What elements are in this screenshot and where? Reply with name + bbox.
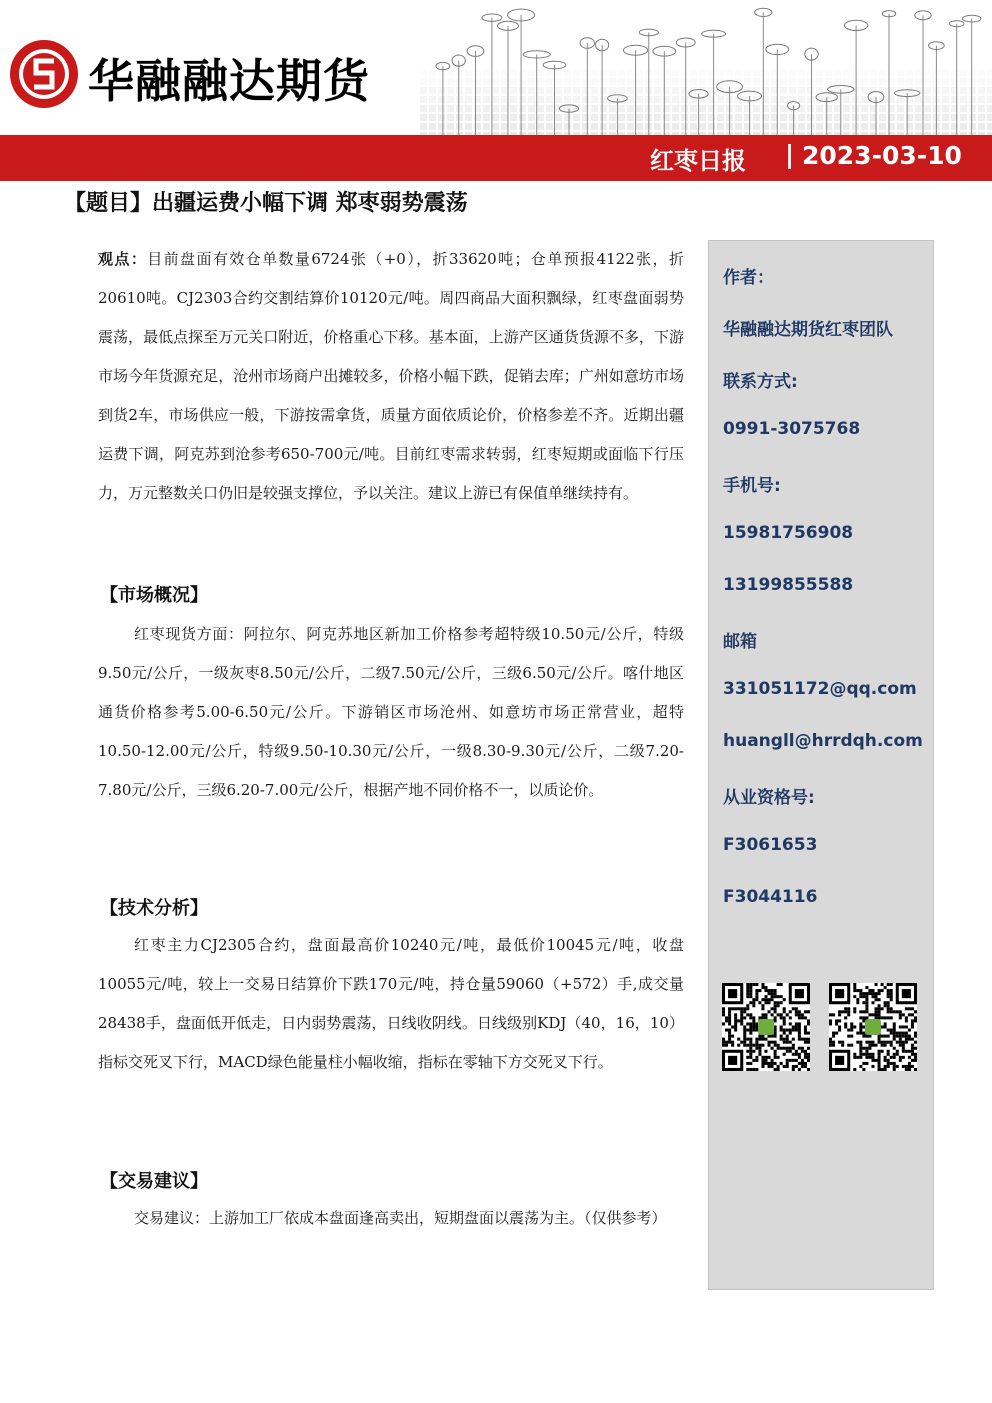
viewpoint-text: 目前盘面有效仓单数量6724张（+0），折33620吨；仓单预报4122张，折20610吨。CJ2303合约交割结算价10120元/吨。周四商品大面积飘绿，红枣盘面弱势震荡，最低点探至万元关口附近，价格重心下移。基本面，上游产区通货货源不多，下游市场今年货源充足，沧州市场商户出摊较多，价格小幅下跌，促销去库；广州如意坊市场到货2车，市场供应一般，下游按需拿货，质量方面依质论价，价格参差不齐。近期出疆运费下调，阿克苏到沧参考650-700元/吨。目前红枣需求转弱，红枣短期或面临下行压力，万元整数关口仍旧是较强支撑位，予以关注。建议上游已有保值单继续持有。: [98, 250, 684, 502]
viewpoint-paragraph: [98, 240, 684, 513]
report-header: [0, 0, 992, 135]
section-technical: [98, 926, 684, 1082]
viewpoint-block: [98, 240, 684, 513]
contact-label: 联系方式:: [723, 372, 798, 392]
email-2[interactable]: huangll@hrrdqh.com: [723, 731, 923, 751]
report-name: 红枣日报: [650, 147, 746, 175]
phone-number: 0991-3075768: [723, 419, 861, 439]
qr-code-icon: [722, 983, 810, 1071]
company-name: 华融融达期货: [88, 54, 370, 108]
email-1[interactable]: 331051172@qq.com: [723, 679, 917, 699]
report-date: 2023-03-10: [802, 141, 962, 170]
headline: 【题目】出疆运费小幅下调 郑枣弱势震荡: [64, 191, 468, 216]
decorative-lines-graphic: [420, 0, 992, 135]
mobile-number-2: 13199855588: [723, 575, 854, 595]
author-label: 作者：: [723, 268, 774, 288]
section-title-trading: 【交易建议】: [100, 1171, 208, 1192]
author-name: 华融融达期货红枣团队: [723, 320, 893, 340]
license-label: 从业资格号:: [723, 788, 815, 808]
license-number-2: F3044116: [723, 887, 818, 907]
trading-paragraph: 交易建议：上游加工厂依成本盘面逢高卖出，短期盘面以震荡为主。（仅供参考）: [134, 1209, 667, 1227]
mobile-number-1: 15981756908: [723, 523, 854, 543]
section-title-technical: 【技术分析】: [100, 898, 208, 919]
viewpoint-label: 观点：: [98, 250, 148, 268]
mobile-label: 手机号:: [723, 476, 781, 496]
qr-code-icon: [829, 983, 917, 1071]
technical-paragraph: 红枣主力CJ2305合约，盘面最高价10240元/吨，最低价10045元/吨，收盘10055元/吨，较上一交易日结算价下跌170元/吨，持仓量59060（+572）手,成交量28438手，盘面低开低走，日内弱势震荡，日线收阴线。日线级别KDJ（40，16，10）指标交死叉下行，MACD绿色能量柱小幅收缩，指标在零轴下方交死叉下行。: [98, 936, 684, 1071]
email-label: 邮箱: [723, 632, 757, 652]
market-paragraph: 红枣现货方面：阿拉尔、阿克苏地区新加工价格参考超特级10.50元/公斤，特级9.50元/公斤，一级灰枣8.50元/公斤，二级7.50元/公斤，三级6.50元/公斤。喀什地区通货价格参考5.00-6.50元/公斤。下游销区市场沧州、如意坊市场正常营业，超特10.50-12.00元/公斤，特级9.50-10.30元/公斤，一级8.30-9.30元/公斤，二级7.20-7.80元/公斤，三级6.20-7.00元/公斤，根据产地不同价格不一，以质论价。: [98, 625, 684, 799]
contact-sidebar: [708, 240, 934, 1290]
company-logo-icon: [8, 38, 80, 110]
section-trading: [98, 1199, 684, 1238]
title-separator: |: [785, 140, 795, 169]
section-title-market: 【市场概况】: [100, 585, 208, 606]
license-number-1: F3061653: [723, 835, 818, 855]
section-market: [98, 615, 684, 810]
